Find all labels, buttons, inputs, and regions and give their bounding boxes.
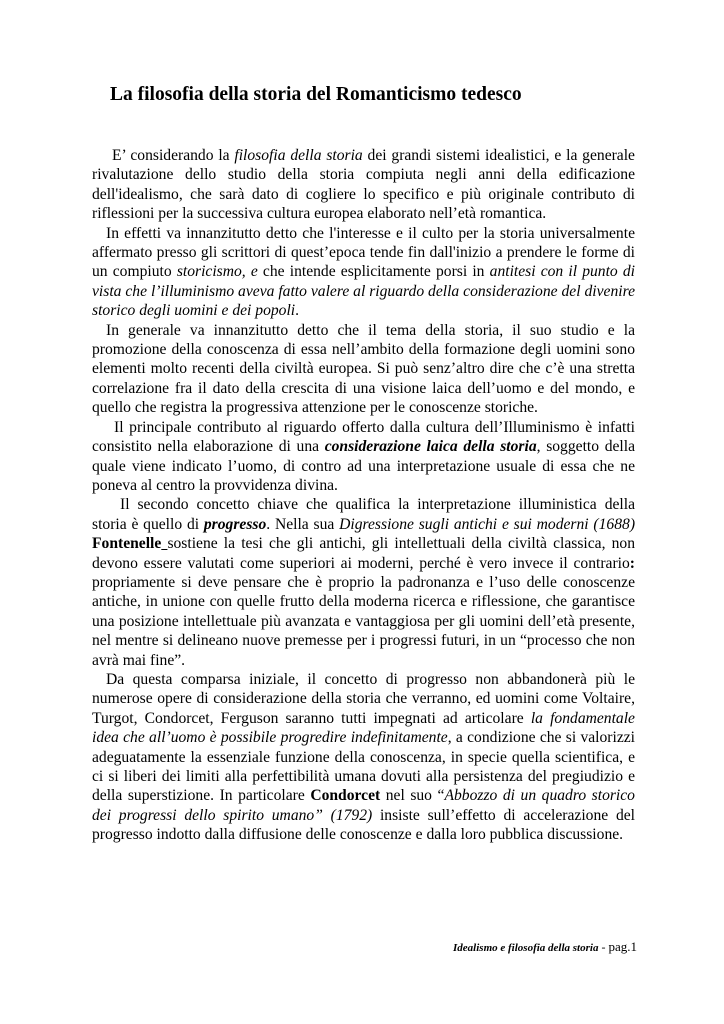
paragraph-1 — [92, 146, 635, 224]
text-run: Il secondo concetto chiave che qualifica la interpretazione illuministica della storia è quello di — [92, 496, 635, 533]
paragraph-5 — [92, 495, 635, 670]
italic-term: filosofia della storia — [234, 147, 363, 164]
italic-phrase: la fondamentale idea che all’uomo è possibile progredire indefinitamente — [92, 709, 635, 747]
paragraph-3: In generale va innanzitutto detto che il tema della storia, il suo studio e la promozione della conoscenza di essa nell’ambito della formazione degli uomini sono elementi molto recenti della civiltà europea. Si può senz’altro dire che c’è una stretta correlazione fra il dato della crescita di una visione laica dell’uomo e del mondo, e quello che registra la progressiva attenzione per le conoscenze storiche. — [92, 321, 635, 417]
footer-separator: - — [598, 940, 609, 954]
page-footer — [453, 939, 637, 955]
document-body — [92, 146, 635, 845]
page-number: pag.1 — [608, 939, 637, 954]
page-title: La filosofia della storia del Romanticismo tedesco — [110, 84, 522, 105]
paragraph-6 — [92, 670, 635, 845]
footer-label: Idealismo e filosofia della storia — [453, 942, 599, 954]
paragraph-2 — [92, 224, 635, 321]
text-run: In effetti va innanzitutto detto che l'interesse e il culto per la storia universalmente affermato presso gli scrittori di quest’epoca tende fin dall'inizio a prendere le forme di un compiuto — [92, 224, 635, 281]
paragraph-4 — [92, 418, 635, 496]
text-run: , soggetto della quale viene indicato l’uomo, di contro ad una interpretazione usuale di essa che ne poneva al centro la provvidenza divina. — [92, 438, 635, 494]
italic-phrase: antitesi con il punto di vista che l’illuminismo aveva fatto valere al riguardo della considerazione del divenire storico degli uomini e dei popoli — [92, 263, 636, 320]
bold-colon: : — [629, 554, 635, 572]
bold-italic-term: considerazione laica della storia — [324, 438, 537, 456]
text-run: nel suo “ — [380, 787, 445, 805]
text-run: Da questa comparsa iniziale, il concetto di progresso non abbandonerà più le numerose opere di considerazione della storia che verranno, ed uomini come Voltaire, Turgot, Condorcet, Ferguson saranno tutti impegnati ad articolare — [92, 670, 635, 727]
text-run: sostiene la tesi che gli antichi, gli intellettuali della civiltà classica, non devono essere valutati come superiori ai moderni, perché è vero invece il contrario — [92, 535, 635, 572]
italic-title: Digressione sugli antichi e sui moderni (1688) — [339, 515, 636, 533]
text-run: dei grandi sistemi idealistici, e la generale rivalutazione dello studio della storia compiuta negli anni della edificazione dell'idealismo, che sarà dato di cogliere lo specifico e più originale contributo di riflessioni per la successiva cultura europea elaborato nell’età romantica. — [92, 147, 635, 223]
italic-term: storicismo, e — [176, 263, 258, 281]
text-run: propriamente si deve pensare che è proprio la padronanza e l’uso delle conoscenze antiche, in unione con quelle frutto della moderna ricerca e riflessione, che garantisce una posizione intellettuale più avanzata e vantaggiosa per gli uomini dell’età presente, nel mentre si delineano nuove premesse per i progressi futuri, in un “processo che non avrà mai fine”. — [92, 573, 635, 669]
text-run: che intende esplicitamente porsi in — [257, 263, 490, 281]
bold-italic-term: progresso — [203, 515, 267, 533]
text-run: , a condizione che si valorizzi adeguatamente la essenziale funzione della conoscenza, in specie quella scientifica, e ci si liberi dei limiti alla perfettibilità umana dovuti alla persistenza del pregiudizio e della superstizione. In particolare — [92, 729, 635, 805]
text-run: . Nella sua — [266, 515, 340, 533]
text-run: Il principale contributo al riguardo offerto dalla cultura dell’Illuminismo è infatti consistito nella elaborazione di una — [92, 418, 635, 456]
text-run: insiste sull’effetto di accelerazione del progresso indotto dalla diffusione delle conoscenze e dalla loro pubblica discussione. — [92, 806, 636, 844]
bold-name: Condorcet — [310, 787, 381, 805]
italic-title: Abbozzo di un quadro storico dei progressi dello spirito umano” (1792) — [92, 787, 635, 824]
text-run: . — [295, 302, 300, 320]
text-run: E’ considerando la — [112, 147, 235, 164]
bold-name: Fontenelle — [92, 535, 162, 553]
